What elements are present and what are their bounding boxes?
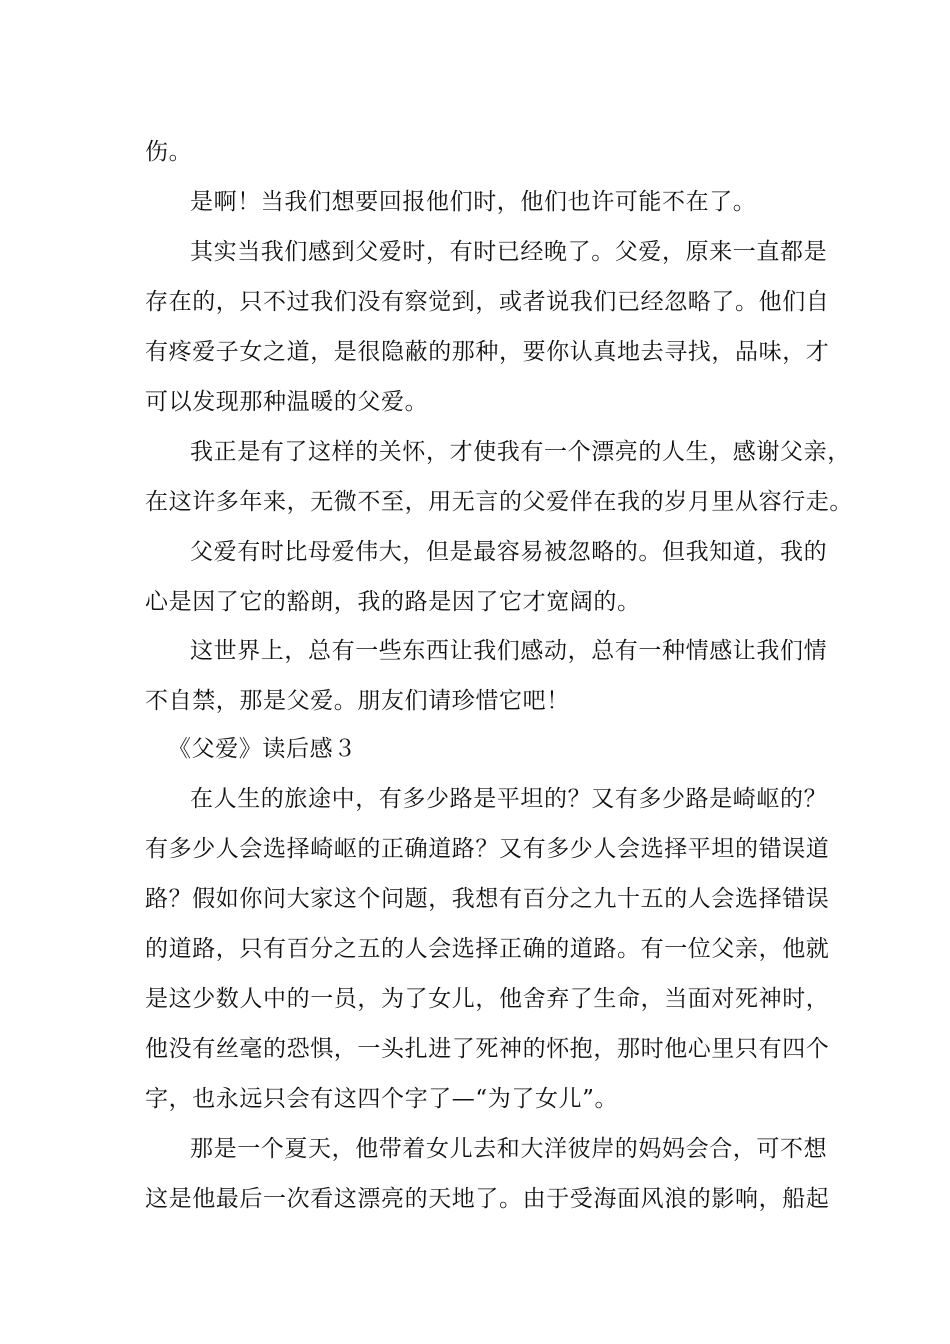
text-line: 可以发现那种温暖的父爱。 xyxy=(145,389,429,415)
text-line: 他没有丝毫的恐惧，一头扎进了死神的怀抱，那时他心里只有四个 xyxy=(145,1036,830,1062)
text-line: 父爱有时比母爱伟大，但是最容易被忽略的。但我知道，我的 xyxy=(190,539,828,565)
text-line: 不自禁，那是父爱。朋友们请珍惜它吧！ xyxy=(145,688,570,714)
text-line: 有多少人会选择崎岖的正确道路？又有多少人会选择平坦的错误道 xyxy=(145,836,830,862)
text-line: 是啊！当我们想要回报他们时，他们也许可能不在了。 xyxy=(190,189,757,215)
text-line: 的道路，只有百分之五的人会选择正确的道路。有一位父亲，他就 xyxy=(145,936,830,962)
text-line: 字，也永远只会有这四个字了—“为了女儿”。 xyxy=(145,1086,619,1112)
text-line: 这世界上，总有一些东西让我们感动，总有一种情感让我们情 xyxy=(190,638,828,664)
text-line: 在人生的旅途中，有多少路是平坦的？又有多少路是崎岖的？ xyxy=(190,786,828,812)
text-line: 存在的，只不过我们没有察觉到，或者说我们已经忽略了。他们自 xyxy=(145,289,830,315)
section-heading: 《父爱》读后感３ xyxy=(168,736,357,762)
text-line: 伤。 xyxy=(145,139,193,165)
text-line: 我正是有了这样的关怀，才使我有一个漂亮的人生，感谢父亲， xyxy=(190,439,851,465)
text-line: 有疼爱子女之道，是很隐蔽的那种，要你认真地去寻找，品味，才 xyxy=(145,339,830,365)
text-line: 是这少数人中的一员，为了女儿，他舍弃了生命，当面对死神时， xyxy=(145,986,830,1012)
text-line: 心是因了它的豁朗，我的路是因了它才宽阔的。 xyxy=(145,589,641,615)
text-line: 这是他最后一次看这漂亮的天地了。由于受海面风浪的影响，船起 xyxy=(145,1186,830,1212)
text-line: 在这许多年来，无微不至，用无言的父爱伴在我的岁月里从容行走。 xyxy=(145,489,853,515)
text-line: 那是一个夏天，他带着女儿去和大洋彼岸的妈妈会合，可不想 xyxy=(190,1136,828,1162)
text-line: 其实当我们感到父爱时，有时已经晚了。父爱，原来一直都是 xyxy=(190,239,828,265)
text-line: 路？假如你问大家这个问题，我想有百分之九十五的人会选择错误 xyxy=(145,886,830,912)
